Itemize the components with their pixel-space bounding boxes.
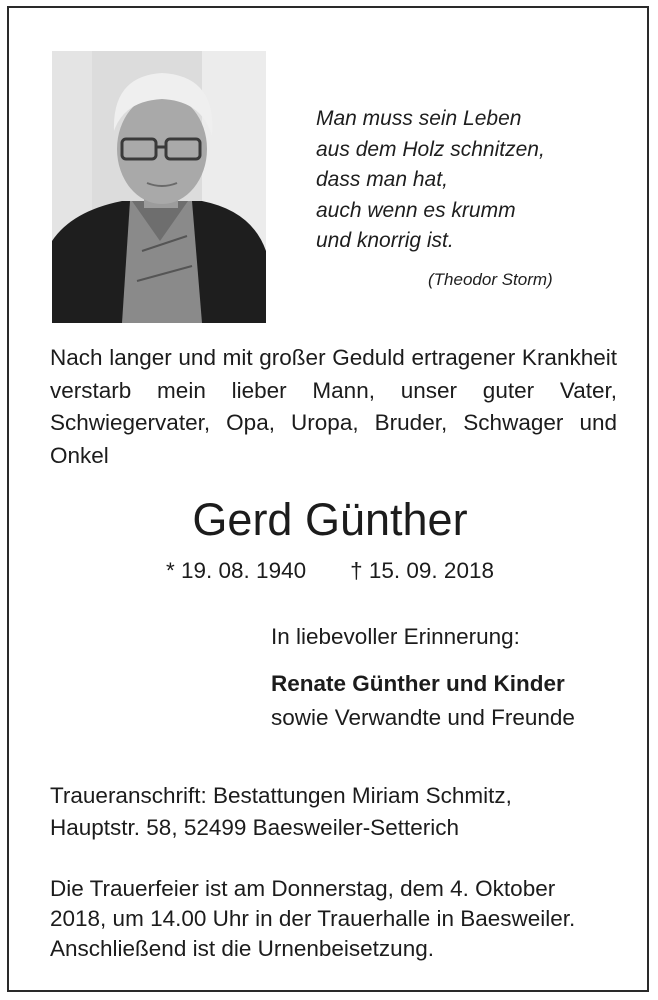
quote-line: auch wenn es krumm: [316, 198, 516, 222]
ceremony-line: Die Trauerfeier ist am Donnerstag, dem 4. Oktober: [50, 876, 556, 901]
death-date: † 15. 09. 2018: [350, 558, 494, 583]
quote-line: und knorrig ist.: [316, 229, 454, 252]
quote-line: aus dem Holz schnitzen,: [316, 137, 545, 161]
obituary-notice: [7, 6, 649, 992]
relatives-text: sowie Verwandte und Freunde: [271, 705, 575, 730]
address-line: Hauptstr. 58, 52499 Baesweiler-Setterich: [50, 815, 459, 840]
address-line: Traueranschrift: Bestattungen Miriam Schmitz,: [50, 783, 512, 808]
remembrance-heading: In liebevoller Erinnerung:: [271, 624, 520, 649]
portrait-photo: [52, 51, 266, 323]
life-dates: [9, 558, 651, 584]
intro-text: Nach langer und mit großer Geduld ertragener Krankheit verstarb mein lieber Mann, unser guter Vater, Schwiegervater, Opa, Uropa, Bruder, Schwager und Onkel: [50, 345, 617, 468]
birth-date: * 19. 08. 1940: [165, 558, 307, 583]
quote-author: (Theodor Storm): [428, 270, 553, 289]
ceremony-line: Anschließend ist die Urnenbeisetzung.: [50, 936, 434, 961]
family-name: Renate Günther und Kinder: [271, 671, 565, 696]
quote-line: dass man hat,: [316, 168, 448, 191]
memorial-quote: [316, 104, 616, 257]
ceremony-line: 2018, um 14.00 Uhr in der Trauerhalle in Baesweiler.: [50, 906, 576, 931]
quote-line: Man muss sein Leben: [316, 107, 522, 130]
ceremony-info: [50, 874, 575, 964]
deceased-name: Gerd Günther: [192, 494, 468, 545]
condolence-address: [50, 780, 512, 844]
